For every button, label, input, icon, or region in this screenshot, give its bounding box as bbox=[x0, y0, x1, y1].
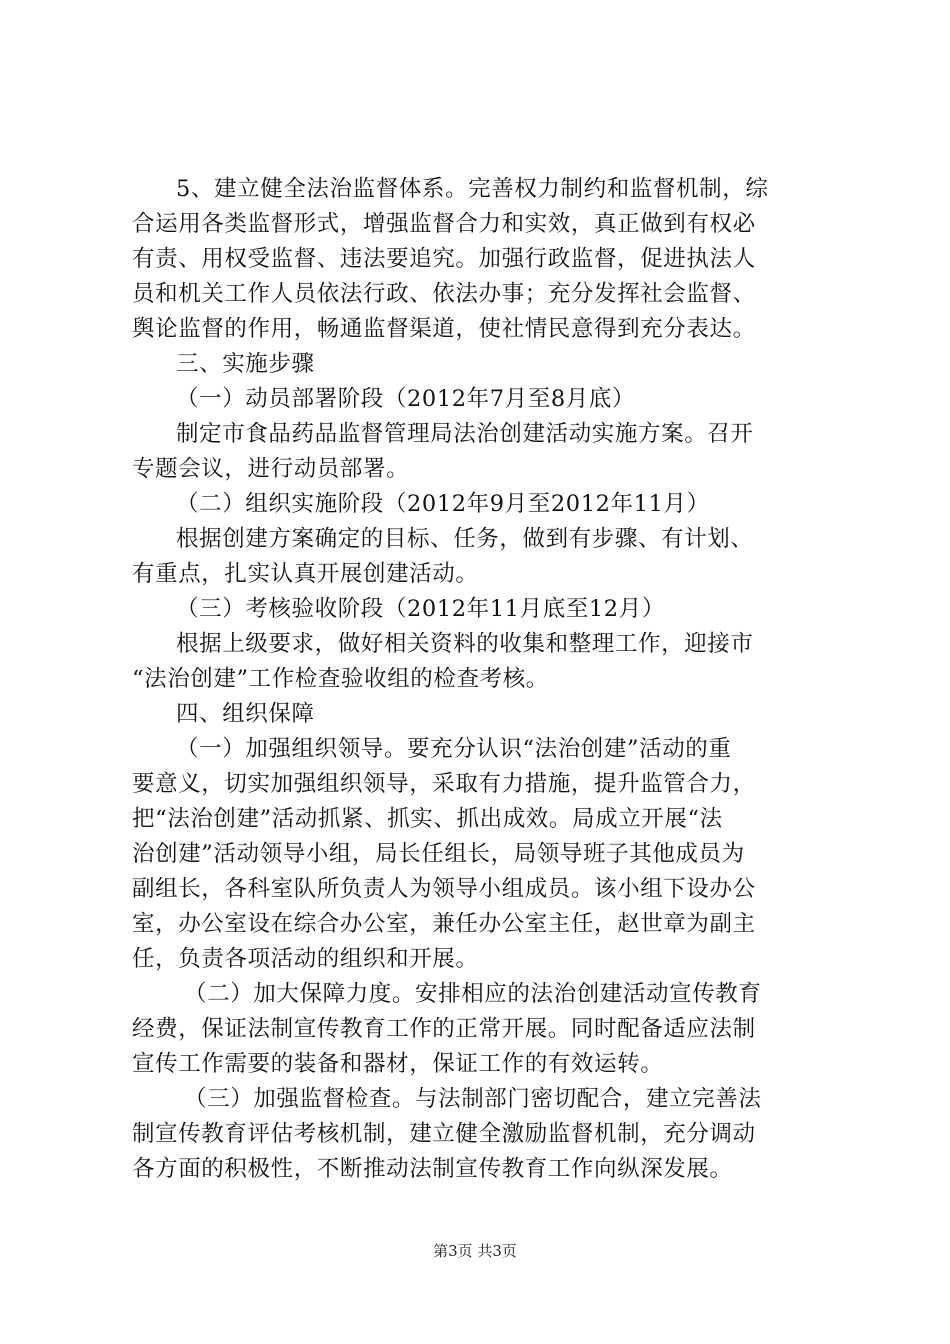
paragraph-line: 5、建立健全法治监督体系。完善权力制约和监督机制，综 bbox=[176, 176, 769, 202]
paragraph-line: 根据创建方案确定的目标、任务，做到有步骤、有计划、 bbox=[176, 526, 754, 552]
section-heading: 四、组织保障 bbox=[176, 701, 315, 727]
paragraph-line: 把“法治创建”活动抓紧、抓实、抓出成效。局成立开展“法 bbox=[132, 806, 723, 832]
paragraph-line: 员和机关工作人员依法行政、依法办事；充分发挥社会监督、 bbox=[132, 281, 756, 307]
paragraph-line: 专题会议，进行动员部署。 bbox=[132, 456, 410, 482]
paragraph-line: 宣传工作需要的装备和器材，保证工作的有效运转。 bbox=[132, 1051, 664, 1077]
paragraph-line: 根据上级要求，做好相关资料的收集和整理工作，迎接市 bbox=[176, 631, 754, 657]
paragraph-line: 制宣传教育评估考核机制，建立健全激励监督机制，充分调动 bbox=[132, 1121, 756, 1147]
subsection-heading: （二）组织实施阶段（2012年9月至2012年11月） bbox=[176, 491, 710, 517]
document-body bbox=[132, 172, 832, 1187]
page-number-footer: 第3页 共3页 bbox=[433, 1242, 517, 1260]
subsection-heading: （三）考核验收阶段（2012年11月底至12月） bbox=[176, 596, 665, 622]
paragraph-line: 制定市食品药品监督管理局法治创建活动实施方案。召开 bbox=[176, 421, 754, 447]
paragraph-line: （三）加强监督检查。与法制部门密切配合，建立完善法 bbox=[184, 1086, 762, 1112]
paragraph-line: “法治创建”工作检查验收组的检查考核。 bbox=[132, 666, 549, 692]
paragraph-line: 各方面的积极性，不断推动法制宣传教育工作向纵深发展。 bbox=[132, 1156, 733, 1182]
paragraph-line: 治创建”活动领导小组，局长任组长，局领导班子其他成员为 bbox=[132, 841, 745, 867]
paragraph-line: 任，负责各项活动的组织和开展。 bbox=[132, 946, 479, 972]
paragraph-line: （一）加强组织领导。要充分认识“法治创建”活动的重 bbox=[176, 736, 732, 762]
section-heading: 三、实施步骤 bbox=[176, 351, 315, 377]
paragraph-line: 舆论监督的作用，畅通监督渠道，使社情民意得到充分表达。 bbox=[132, 316, 756, 342]
paragraph-line: 要意义，切实加强组织领导，采取有力措施，提升监管合力， bbox=[132, 771, 756, 797]
paragraph-line: 副组长，各科室队所负责人为领导小组成员。该小组下设办公 bbox=[132, 876, 756, 902]
paragraph-line: （二）加大保障力度。安排相应的法治创建活动宣传教育 bbox=[184, 981, 762, 1007]
paragraph-line: 室，办公室设在综合办公室，兼任办公室主任，赵世章为副主 bbox=[132, 911, 756, 937]
paragraph-line: 经费，保证法制宣传教育工作的正常开展。同时配备适应法制 bbox=[132, 1016, 756, 1042]
paragraph-line: 有重点，扎实认真开展创建活动。 bbox=[132, 561, 479, 587]
subsection-heading: （一）动员部署阶段（2012年7月至8月底） bbox=[176, 386, 636, 412]
paragraph-line: 合运用各类监督形式，增强监督合力和实效，真正做到有权必 bbox=[132, 211, 756, 237]
paragraph-line: 有责、用权受监督、违法要追究。加强行政监督，促进执法人 bbox=[132, 246, 756, 272]
